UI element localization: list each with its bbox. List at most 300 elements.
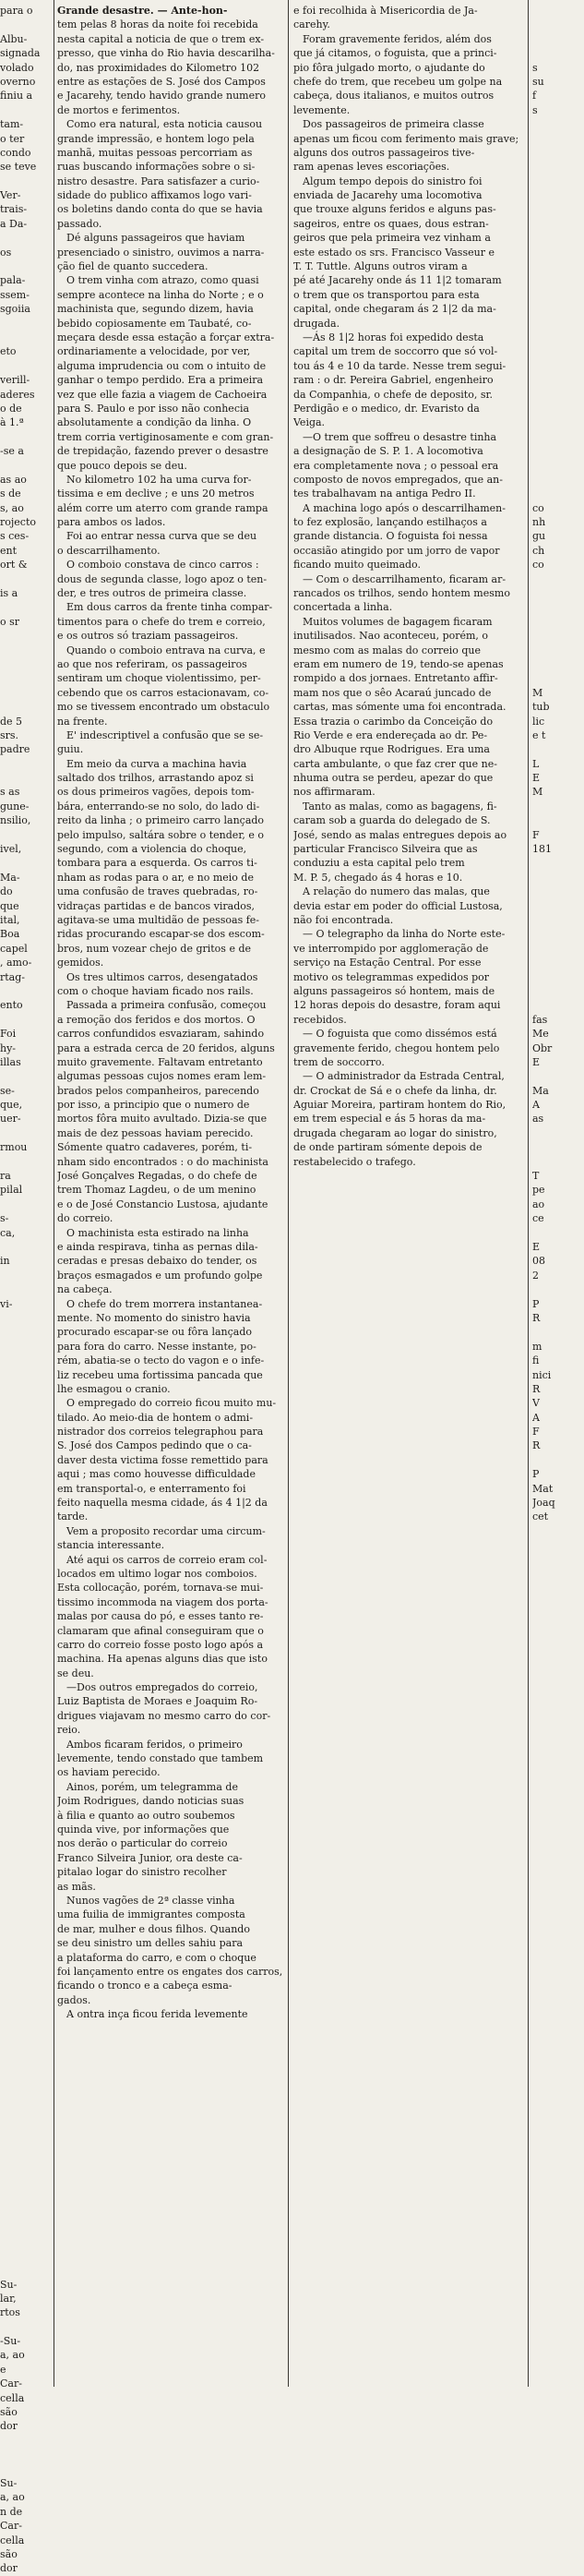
fragment-line: Ma [532,1084,549,1097]
fragment-line [0,2163,52,2177]
fragment-line: R [532,1439,541,1452]
fragment-line: is a [0,587,18,600]
article-line: ve interrompido por agglomeração de [293,942,489,955]
article-line: mais de dez pessoas haviam perecido. [57,1126,254,1139]
article-line: tou ás 4 e 10 da tarde. Nesse trem segui- [293,359,507,372]
fragment-line [0,2234,52,2248]
fragment-line [532,956,584,969]
fragment-line [0,686,52,700]
article-line: —O trem que soffreu o desastre tinha [303,430,497,443]
fragment-line [0,2007,52,2021]
fragment-line: s, ao [0,501,24,514]
article-line: ficando o tronco e a cabeça esma- [57,1980,232,1992]
fragment-line [532,18,584,31]
article-line: Franco Silveira Junior, ora deste ca- [57,1851,243,1864]
fragment-line: nici [532,1368,552,1381]
fragment-line [0,103,52,117]
fragment-line: L [532,757,540,770]
article-line: na frente. [57,715,108,728]
fragment-line [0,1411,52,1425]
article-line: particular Francisco Silveira que as [293,843,478,856]
fragment-line [0,2136,52,2149]
fragment-line: Me [532,1028,549,1041]
fragment-line: fas [532,1013,548,1026]
article-line: to fez explosão, lançando estilhaços a [293,516,487,529]
fragment-line [532,1155,584,1169]
fragment-line: P [532,1468,540,1481]
article-line: de onde partiram sómente depois de [293,1141,483,1154]
fragment-line [532,246,584,259]
fragment-line: e t [532,728,546,741]
article-line: por isso, a principio que o numero de [57,1099,250,1112]
fragment-line: os [0,246,12,259]
article-line: motivo os telegrammas expedidos por [293,970,490,983]
fragment-line: capel [0,942,28,955]
fragment-line [0,644,52,657]
fragment-line [0,1282,52,1296]
article-line: nistro desastre. Para satisfazer a curio- [57,175,260,187]
fragment-line [0,1325,52,1339]
article-line: Em dous carros da frente tinha compar- [66,601,273,614]
fragment-line [532,927,584,941]
article-line: Rio Verde e era endereçada ao dr. Pe- [293,728,488,741]
fragment-line: a Da- [0,217,28,230]
fragment-line [0,629,52,643]
fragment-line: o ter [0,132,25,145]
article-line: não foi encontrada. [293,914,394,926]
article-line: bebido copiosamente em Taubaté, co- [57,317,252,330]
article-line: E' indescriptivel a confusão que se se- [66,728,264,741]
article-line: à filia e quanto ao outro soubemos [57,1809,235,1822]
article-line: ção fiel de quanto succedera. [57,260,209,273]
fragment-line: são [0,2547,18,2560]
fragment-line [0,1382,52,1396]
article-line: ridas procurando escapar-se dos escom- [57,928,265,941]
article-line: tilado. Ao meio-dia de hontem o admi- [57,1411,254,1424]
article-line: e os outros só traziam passageiros. [57,630,239,643]
article-line: — O administrador da Estrada Central, [303,1070,505,1083]
article-line: para ambos os lados. [57,516,166,529]
article-line: se deu. [57,1667,94,1679]
fragment-line: que [0,899,19,912]
fragment-line [532,231,584,245]
fragment-line [532,359,584,373]
article-line: ao que nos referiram, os passageiros [57,657,247,670]
fragment-line [532,984,584,998]
article-line: sageiros, entre os quaes, dous estran- [293,217,489,230]
article-line: rompido a dos jornaes. Entretanto affir- [293,672,498,685]
fragment-line: dor [0,2420,18,2433]
fragment-line [0,600,52,614]
fragment-line [0,1794,52,1808]
article-line: Dos passageiros de primeira classe [303,118,484,131]
article-line: a plataforma do carro, e com o choque [57,1951,256,1964]
article-line: A ontra inça ficou ferida levemente [66,2008,248,2021]
article-line: entre as estações de S. José dos Campos [57,75,266,88]
article-line: e ainda respirava, tinha as pernas dila- [57,1240,258,1253]
fragment-line [532,487,584,500]
fragment-line [532,1140,584,1154]
article-line: conduziu a esta capital pelo trem [293,857,465,870]
fragment-line [532,657,584,671]
article-line: capital, onde chegaram ás 2 1|2 da ma- [293,303,496,316]
article-line: geiros que pela primeira vez vinham a [293,232,491,245]
article-line: O chefe do trem morrera instantanea- [66,1297,263,1310]
article-line: dr. Crockat de Sá e o chefe da linha, dr. [293,1084,497,1097]
fragment-line: F [532,1426,540,1438]
fragment-line: tub [532,701,550,714]
fragment-line [532,388,584,402]
article-line: e Jacarehy, tendo havido grande numero [57,90,266,102]
fragment-line [0,1652,52,1666]
fragment-line: ssem- [0,288,30,301]
fragment-line: ento [0,999,23,1012]
article-line: T. T. Tuttle. Alguns outros viram a [293,260,468,273]
article-line: Grande desastre. — Ante-hon- [57,5,228,17]
article-line: A machina logo após o descarrilhamen- [303,501,506,514]
fragment-line [0,1780,52,1794]
fragment-line: gune- [0,800,30,813]
fragment-line: ce [532,1212,544,1225]
article-line: mortos fôra muito avultado. Dizia-se que [57,1113,268,1125]
article-line: concertada a linha. [293,601,393,614]
fragment-line [0,2221,52,2234]
fragment-line [0,2320,52,2334]
fragment-line [0,1723,52,1737]
fragment-line: Boa [0,928,20,941]
article-line: Foi ao entrar nessa curva que se deu [66,530,257,543]
fragment-line [0,1922,52,1936]
fragment-line: rmou [0,1141,28,1154]
fragment-line [0,2149,52,2163]
article-line: segundo, com a violencia do choque, [57,843,247,856]
article-line: machinista que, segundo dizem, havia [57,303,254,316]
article-line: trem de soccorro. [293,1055,385,1068]
fragment-line [532,899,584,913]
article-line: timentos para o chefe do trem e correio, [57,615,266,628]
article-line: Até aqui os carros de correio eram col- [66,1553,268,1566]
fragment-line: in [0,1255,10,1268]
article-line: Tanto as malas, como as bagagens, fi- [303,800,497,813]
fragment-line [532,1126,584,1140]
fragment-line: o de [0,402,22,415]
article-line: reito da linha ; o primeiro carro lançado [57,814,265,827]
fragment-line: 2 [532,1269,539,1282]
article-line: capital um trem de soccorro que só vol- [293,345,498,358]
fragment-line [532,217,584,231]
fragment-line [0,175,52,188]
fragment-line [532,1282,584,1296]
fragment-line: 08 [532,1255,545,1268]
article-line: drigues viajavam no mesmo carro do cor- [57,1709,271,1722]
article-line: nhuma outra se perdeu, apezar do que [293,772,494,785]
fragment-line: fi [532,1354,540,1367]
fragment-line: M [532,786,543,799]
article-line: manhã, muitas pessoas percorriam as [57,146,253,159]
fragment-line [532,444,584,458]
fragment-line [0,430,52,444]
fragment-line [532,913,584,927]
fragment-line [0,1013,52,1027]
article-line: ram : o dr. Pereira Gabriel, engenheiro [293,374,494,387]
article-line: a designação de S. P. 1. A locomotiva [293,445,483,458]
fragment-line: Ver- [0,189,21,202]
fragment-line [0,1453,52,1467]
fragment-line: Obr [532,1041,553,1054]
article-line: lhe esmagou o cranio. [57,1382,171,1395]
article-line: rancados os trilhos, sendo hontem mesmo [293,587,510,600]
fragment-line [532,813,584,827]
fragment-line: s [532,61,538,74]
fragment-line [0,1340,52,1354]
article-line: pitalao logar do sinistro recolher [57,1866,227,1879]
article-line: carros confundidos esvaziaram, sahindo [57,1028,265,1041]
article-line: carehy. [293,18,330,31]
fragment-line [0,657,52,671]
fragment-line: R [532,1382,541,1395]
fragment-line [0,572,52,586]
fragment-line: dor [0,2562,18,2575]
article-line: este estado os srs. Francisco Vasseur e [293,246,495,259]
fragment-line: Mat [532,1482,554,1495]
fragment-line [0,1155,52,1169]
article-line: Nunos vagões de 2ª classe vinha [66,1894,235,1907]
article-line: nham as rodas para o ar, e no meio de [57,871,254,884]
article-line: restabelecido o trafego. [293,1155,416,1168]
fragment-line [532,4,584,18]
article-line: ficando muito queimado. [293,559,421,572]
fragment-line [532,970,584,984]
article-line: nistrador dos correios telegraphou para [57,1426,264,1438]
article-line: Luiz Baptista de Moraes e Joaquim Ro- [57,1695,258,1708]
fragment-line: ent [0,544,18,557]
fragment-line: rtos [0,2306,20,2319]
fragment-line: F [532,828,540,841]
fragment-line: m [532,1340,542,1353]
article-line: O comboio constava de cinco carros : [66,559,259,572]
fragment-line [0,359,52,373]
fragment-line [532,317,584,331]
fragment-line: ch [532,544,545,557]
fragment-line: finiu a [0,90,33,102]
fragment-line [532,600,584,614]
fragment-line [532,473,584,487]
fragment-line [0,1809,52,1823]
article-line: os boletins dando conta do que se havia [57,203,263,216]
fragment-line [532,885,584,898]
right-column-fragment [532,4,584,1524]
article-line: Dé alguns passageiros que haviam [66,232,245,245]
article-line: trem Thomaz Lagdeu, o de um menino [57,1184,256,1197]
fragment-line: s de [0,488,21,500]
article-line: mesmo com as malas do correio que [293,644,481,656]
article-line: —Ás 8 1|2 horas foi expedido desta [303,331,484,343]
fragment-line [532,671,584,685]
fragment-line [0,1567,52,1581]
article-line: caram sob a guarda do delegado de S. [293,814,491,827]
fragment-line [0,1425,52,1438]
fragment-line [0,2249,52,2263]
fragment-line: verill- [0,374,30,387]
fragment-line: ao [532,1198,545,1210]
fragment-line: rojecto [0,516,37,529]
article-line: as mãs. [57,1880,96,1893]
fragment-line: V [532,1397,540,1410]
fragment-line [0,231,52,245]
article-line: tissima e em declive ; e uns 20 metros [57,488,255,500]
article-line: nos affirmaram. [293,786,375,799]
fragment-line [532,160,584,174]
fragment-line [0,1667,52,1680]
article-line: apenas um ficou com ferimento mais grave; [293,132,519,145]
fragment-line [0,1510,52,1523]
fragment-line [0,1311,52,1325]
article-line: levemente. [293,103,351,116]
fragment-line: f [532,90,537,102]
article-line: procurado escapar-se ou fôra lançado [57,1326,252,1339]
fragment-line: tam- [0,118,24,131]
article-line: Ainos, porém, um telegramma de [66,1780,238,1793]
fragment-line: ca, [0,1226,16,1239]
fragment-line: ital, [0,914,20,926]
article-line: A relação do numero das malas, que [303,885,490,898]
fragment-line: cella [0,2391,25,2404]
fragment-line: ra [0,1170,11,1183]
article-line: saltado dos trilhos, arrastando apoz si [57,772,254,785]
article-line: e o de José Constancio Lustosa, ajudante [57,1198,268,1210]
article-line: tissimo incommoda na viagem dos porta- [57,1595,268,1608]
article-line: presso, que vinha do Rio havia descarilha- [57,47,275,60]
fragment-line [0,331,52,344]
article-line: cebendo que os carros estacionavam, co- [57,686,269,699]
fragment-line: volado [0,61,34,74]
article-line: presenciado o sinistro, ouvimos a narra- [57,246,265,259]
fragment-line: condo [0,146,31,159]
fragment-line: A [532,1099,540,1112]
article-line: gados. [57,1993,91,2006]
article-line: em trem especial e ás 5 horas da ma- [293,1113,486,1125]
fragment-line [0,1438,52,1452]
article-line: Veiga. [293,416,326,429]
article-line: José Gonçalves Regadas, o do chefe de [57,1170,257,1183]
fragment-line: co [532,501,544,514]
article-line: com o choque haviam ficado nos rails. [57,984,254,997]
fragment-line [532,373,584,387]
fragment-line: Ma- [0,871,20,884]
article-line: serviço na Estação Central. Por esse [293,957,482,969]
fragment-line: ort & [0,559,28,572]
article-line: uma fuilia de immigrantes composta [57,1908,245,1921]
fragment-line [0,2064,52,2078]
article-line: gravemente ferido, chegou hontem pelo [293,1041,500,1054]
fragment-line [0,2078,52,2092]
article-line: sidade do publico affixamos logo vari- [57,189,252,202]
article-line: que trouxe alguns feridos e alguns pas- [293,203,496,216]
fragment-line [532,402,584,415]
fragment-line [532,32,584,46]
article-line: reio. [57,1724,81,1737]
article-line: tem pelas 8 horas da noite foi recebida [57,18,258,31]
fragment-line [0,1396,52,1410]
fragment-line [0,1738,52,1751]
article-line: trem corria vertiginosamente e com gran- [57,430,274,443]
article-line: foi lançamento entre os engates dos carros, [57,1965,283,1978]
fragment-line [532,288,584,302]
fragment-line: Joaq [532,1497,555,1510]
fragment-line [0,2036,52,2050]
article-line: alguns passageiros só hontem, mais de [293,984,495,997]
fragment-line: trais- [0,203,28,216]
fragment-line: e [0,2363,6,2376]
fragment-line: Su- [0,2278,18,2291]
article-line: S. José dos Campos pedindo que o ca- [57,1439,252,1452]
article-line: braços esmagados e um profundo golpe [57,1269,263,1282]
article-line: enviada de Jacarehy uma locomotiva [293,189,483,202]
fragment-line [532,629,584,643]
fragment-line [0,1865,52,1879]
fragment-line: srs. [0,728,19,741]
article-line: Perdigão e o medico, dr. Evaristo da [293,402,480,415]
fragment-line [532,572,584,586]
fragment-line [0,1851,52,1865]
fragment-line: que, [0,1099,23,1112]
fragment-line [0,1836,52,1850]
fragment-line [0,2462,52,2476]
fragment-line [532,742,584,756]
fragment-line [532,146,584,160]
fragment-line [0,1524,52,1538]
fragment-line [532,188,584,202]
fragment-line [0,2434,52,2448]
fragment-line [0,1609,52,1623]
article-line: Vem a proposito recordar uma circum- [66,1524,266,1537]
article-line: dous de segunda classe, logo apoz o ten- [57,572,268,585]
fragment-line [0,700,52,714]
fragment-line [0,317,52,331]
article-line: machina. Ha apenas alguns dias que isto [57,1653,268,1666]
fragment-line: nh [532,516,546,529]
article-line: rém, abatia-se o tecto do vagon e o infe- [57,1354,265,1367]
article-line: Sómente quatro cadaveres, porém, ti- [57,1141,253,1154]
fragment-line: rtag- [0,970,25,983]
article-line: de mortos e ferimentos. [57,103,181,116]
article-line: uma confusão de traves quebradas, ro- [57,885,258,898]
fragment-line [0,1467,52,1481]
fragment-line [0,1069,52,1083]
fragment-line [532,46,584,60]
fragment-line: Albu- [0,32,28,45]
article-line: absolutamente a condição da linha. O [57,416,252,429]
fragment-line: -se a [0,445,24,458]
article-line: ordinariamente a velocidade, por ver, [57,345,251,358]
article-line: bros, num vozear chejo de gritos e de [57,942,252,955]
fragment-line [532,644,584,657]
article-line: vidraças partidas e de bancos virados, [57,899,256,912]
fragment-line [532,942,584,956]
fragment-line: nsilio, [0,814,31,827]
fragment-line [0,1936,52,1950]
fragment-line [532,430,584,444]
fragment-line: se teve [0,161,37,174]
fragment-line [0,1624,52,1638]
fragment-line: co [532,559,544,572]
article-line: occasião atingido por um jorro de vapor [293,544,500,557]
article-line: aqui ; mas como houvesse difficuldade [57,1468,256,1481]
fragment-line [0,2050,52,2064]
article-line: mam nos que o sêo Acaraú juncado de [293,686,492,699]
fragment-line [0,1694,52,1708]
article-line: muito gravemente. Faltavam entretanto [57,1055,263,1068]
